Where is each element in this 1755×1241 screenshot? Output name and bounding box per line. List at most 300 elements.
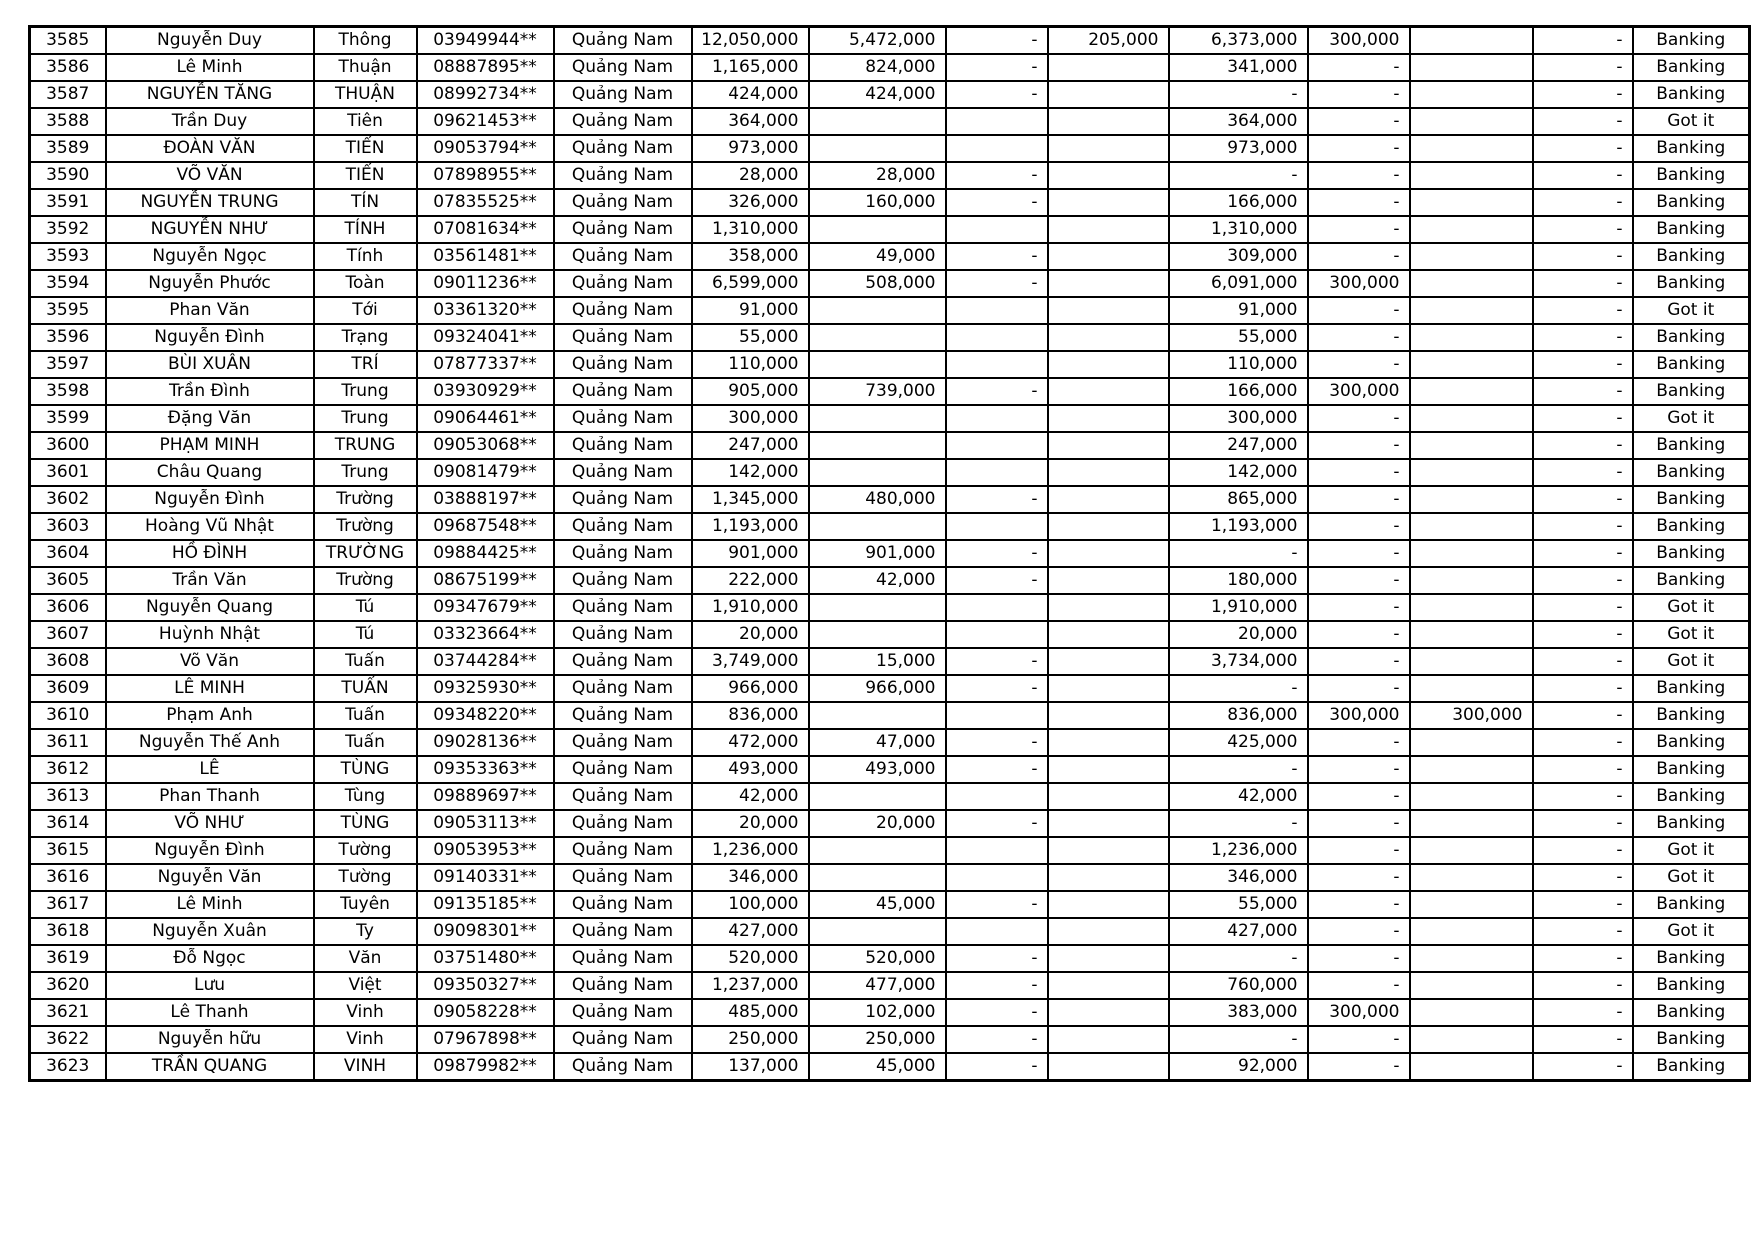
cell-dash-2: - [1533, 189, 1633, 216]
cell-status: Banking [1633, 54, 1750, 81]
cell-amount-3 [1048, 972, 1169, 999]
cell-amount-5: - [1308, 675, 1410, 702]
cell-status: Banking [1633, 675, 1750, 702]
cell-status: Banking [1633, 999, 1750, 1026]
cell-given-name: Thuận [314, 54, 417, 81]
cell-phone: 07877337** [417, 351, 554, 378]
cell-dash-1 [946, 324, 1048, 351]
cell-dash-1: - [946, 972, 1048, 999]
cell-amount-1: 326,000 [692, 189, 809, 216]
cell-province: Quảng Nam [554, 297, 692, 324]
cell-amount-2 [809, 216, 946, 243]
cell-amount-4: - [1169, 810, 1308, 837]
cell-amount-5: 300,000 [1308, 999, 1410, 1026]
cell-amount-1: 520,000 [692, 945, 809, 972]
cell-phone: 09053113** [417, 810, 554, 837]
cell-name: Trần Duy [106, 108, 314, 135]
cell-status: Banking [1633, 513, 1750, 540]
cell-row-number: 3587 [30, 81, 106, 108]
cell-status: Got it [1633, 621, 1750, 648]
cell-phone: 03888197** [417, 486, 554, 513]
cell-phone: 09621453** [417, 108, 554, 135]
cell-amount-2 [809, 837, 946, 864]
cell-phone: 09348220** [417, 702, 554, 729]
cell-amount-5: 300,000 [1308, 378, 1410, 405]
cell-phone: 03561481** [417, 243, 554, 270]
cell-row-number: 3585 [30, 27, 106, 55]
cell-status: Got it [1633, 594, 1750, 621]
cell-province: Quảng Nam [554, 270, 692, 297]
table-row [30, 27, 1750, 55]
cell-status: Got it [1633, 918, 1750, 945]
cell-amount-2: 5,472,000 [809, 27, 946, 55]
cell-name: Phan Văn [106, 297, 314, 324]
cell-amount-6 [1410, 810, 1533, 837]
cell-given-name: Tú [314, 621, 417, 648]
cell-amount-6 [1410, 513, 1533, 540]
cell-given-name: Vinh [314, 999, 417, 1026]
cell-dash-2: - [1533, 1026, 1633, 1053]
cell-row-number: 3586 [30, 54, 106, 81]
cell-amount-6 [1410, 324, 1533, 351]
cell-amount-2: 47,000 [809, 729, 946, 756]
cell-row-number: 3606 [30, 594, 106, 621]
cell-name: Lê Thanh [106, 999, 314, 1026]
cell-amount-4: 166,000 [1169, 378, 1308, 405]
table-row [30, 1026, 1750, 1053]
cell-amount-2 [809, 351, 946, 378]
cell-phone: 03323664** [417, 621, 554, 648]
cell-amount-4: 55,000 [1169, 324, 1308, 351]
cell-row-number: 3591 [30, 189, 106, 216]
cell-dash-2: - [1533, 135, 1633, 162]
cell-amount-1: 1,310,000 [692, 216, 809, 243]
cell-amount-4: - [1169, 540, 1308, 567]
cell-amount-4: - [1169, 1026, 1308, 1053]
cell-amount-1: 472,000 [692, 729, 809, 756]
cell-amount-4: 865,000 [1169, 486, 1308, 513]
cell-dash-1: - [946, 999, 1048, 1026]
cell-amount-6 [1410, 594, 1533, 621]
cell-amount-4: 1,310,000 [1169, 216, 1308, 243]
cell-amount-6 [1410, 486, 1533, 513]
cell-amount-1: 346,000 [692, 864, 809, 891]
cell-phone: 09081479** [417, 459, 554, 486]
cell-amount-6 [1410, 270, 1533, 297]
cell-province: Quảng Nam [554, 567, 692, 594]
cell-amount-6 [1410, 918, 1533, 945]
cell-dash-2: - [1533, 297, 1633, 324]
cell-amount-4: 973,000 [1169, 135, 1308, 162]
cell-row-number: 3623 [30, 1053, 106, 1081]
cell-status: Banking [1633, 567, 1750, 594]
cell-name: Nguyễn Duy [106, 27, 314, 55]
cell-dash-2: - [1533, 162, 1633, 189]
cell-dash-1: - [946, 675, 1048, 702]
cell-given-name: VINH [314, 1053, 417, 1081]
cell-row-number: 3608 [30, 648, 106, 675]
cell-amount-4: 6,373,000 [1169, 27, 1308, 55]
cell-row-number: 3590 [30, 162, 106, 189]
cell-amount-2: 493,000 [809, 756, 946, 783]
cell-name: LÊ [106, 756, 314, 783]
cell-amount-3: 205,000 [1048, 27, 1169, 55]
cell-amount-5: - [1308, 837, 1410, 864]
table-row [30, 459, 1750, 486]
cell-row-number: 3607 [30, 621, 106, 648]
cell-row-number: 3588 [30, 108, 106, 135]
cell-given-name: Tới [314, 297, 417, 324]
cell-amount-2 [809, 918, 946, 945]
cell-amount-4: 425,000 [1169, 729, 1308, 756]
cell-amount-3 [1048, 810, 1169, 837]
cell-amount-4: 6,091,000 [1169, 270, 1308, 297]
cell-dash-1: - [946, 1053, 1048, 1081]
cell-amount-6 [1410, 81, 1533, 108]
cell-province: Quảng Nam [554, 81, 692, 108]
cell-amount-2 [809, 108, 946, 135]
cell-amount-6 [1410, 459, 1533, 486]
cell-amount-4: 20,000 [1169, 621, 1308, 648]
cell-row-number: 3601 [30, 459, 106, 486]
cell-dash-1: - [946, 1026, 1048, 1053]
cell-phone: 09347679** [417, 594, 554, 621]
cell-amount-5: - [1308, 216, 1410, 243]
cell-name: Võ Văn [106, 648, 314, 675]
cell-amount-4: 760,000 [1169, 972, 1308, 999]
cell-province: Quảng Nam [554, 945, 692, 972]
cell-name: NGUYỄN NHƯ [106, 216, 314, 243]
cell-province: Quảng Nam [554, 999, 692, 1026]
cell-amount-4: 364,000 [1169, 108, 1308, 135]
cell-amount-4: 110,000 [1169, 351, 1308, 378]
cell-amount-1: 3,749,000 [692, 648, 809, 675]
cell-phone: 08887895** [417, 54, 554, 81]
cell-amount-5: - [1308, 324, 1410, 351]
cell-given-name: Tuấn [314, 702, 417, 729]
cell-amount-6 [1410, 756, 1533, 783]
cell-dash-2: - [1533, 918, 1633, 945]
cell-amount-3 [1048, 270, 1169, 297]
cell-amount-4: 180,000 [1169, 567, 1308, 594]
cell-phone: 03949944** [417, 27, 554, 55]
cell-province: Quảng Nam [554, 702, 692, 729]
cell-name: Nguyễn Đình [106, 486, 314, 513]
cell-status: Banking [1633, 756, 1750, 783]
cell-given-name: Tính [314, 243, 417, 270]
cell-phone: 09889697** [417, 783, 554, 810]
cell-given-name: TRÍ [314, 351, 417, 378]
cell-row-number: 3622 [30, 1026, 106, 1053]
cell-given-name: TÍN [314, 189, 417, 216]
cell-phone: 09324041** [417, 324, 554, 351]
cell-phone: 09135185** [417, 891, 554, 918]
cell-status: Banking [1633, 162, 1750, 189]
cell-amount-6 [1410, 1026, 1533, 1053]
cell-name: Trần Đình [106, 378, 314, 405]
cell-amount-5: - [1308, 594, 1410, 621]
cell-status: Banking [1633, 972, 1750, 999]
cell-row-number: 3609 [30, 675, 106, 702]
cell-amount-2: 250,000 [809, 1026, 946, 1053]
table-row [30, 1053, 1750, 1081]
cell-phone: 09028136** [417, 729, 554, 756]
cell-row-number: 3621 [30, 999, 106, 1026]
cell-province: Quảng Nam [554, 1053, 692, 1081]
cell-amount-3 [1048, 162, 1169, 189]
cell-name: Huỳnh Nhật [106, 621, 314, 648]
cell-amount-2: 42,000 [809, 567, 946, 594]
cell-given-name: Văn [314, 945, 417, 972]
cell-status: Banking [1633, 81, 1750, 108]
cell-dash-2: - [1533, 783, 1633, 810]
cell-dash-1 [946, 432, 1048, 459]
cell-dash-1: - [946, 756, 1048, 783]
cell-name: VÕ VĂN [106, 162, 314, 189]
cell-dash-2: - [1533, 729, 1633, 756]
cell-name: Đặng Văn [106, 405, 314, 432]
cell-amount-3 [1048, 243, 1169, 270]
cell-amount-2: 28,000 [809, 162, 946, 189]
cell-province: Quảng Nam [554, 756, 692, 783]
cell-dash-2: - [1533, 486, 1633, 513]
cell-amount-3 [1048, 891, 1169, 918]
table-row [30, 945, 1750, 972]
cell-status: Banking [1633, 459, 1750, 486]
table-row [30, 189, 1750, 216]
cell-province: Quảng Nam [554, 1026, 692, 1053]
cell-dash-2: - [1533, 702, 1633, 729]
cell-name: Hoàng Vũ Nhật [106, 513, 314, 540]
table-row [30, 702, 1750, 729]
cell-dash-2: - [1533, 810, 1633, 837]
cell-amount-4: 247,000 [1169, 432, 1308, 459]
cell-given-name: TÍNH [314, 216, 417, 243]
cell-amount-6 [1410, 621, 1533, 648]
cell-row-number: 3605 [30, 567, 106, 594]
cell-amount-6 [1410, 405, 1533, 432]
cell-amount-3 [1048, 297, 1169, 324]
cell-dash-1: - [946, 189, 1048, 216]
cell-amount-5: - [1308, 918, 1410, 945]
cell-amount-6 [1410, 1053, 1533, 1081]
cell-dash-1: - [946, 486, 1048, 513]
cell-phone: 07081634** [417, 216, 554, 243]
cell-province: Quảng Nam [554, 351, 692, 378]
cell-dash-2: - [1533, 54, 1633, 81]
cell-amount-5: - [1308, 243, 1410, 270]
cell-amount-1: 142,000 [692, 459, 809, 486]
table-body [30, 27, 1750, 1081]
cell-amount-5: 300,000 [1308, 270, 1410, 297]
cell-amount-2: 508,000 [809, 270, 946, 297]
cell-province: Quảng Nam [554, 405, 692, 432]
cell-amount-3 [1048, 189, 1169, 216]
cell-row-number: 3598 [30, 378, 106, 405]
cell-amount-5: - [1308, 540, 1410, 567]
cell-given-name: TRUNG [314, 432, 417, 459]
cell-amount-3 [1048, 135, 1169, 162]
cell-amount-3 [1048, 729, 1169, 756]
table-row [30, 432, 1750, 459]
cell-row-number: 3603 [30, 513, 106, 540]
cell-amount-3 [1048, 1053, 1169, 1081]
cell-amount-2: 102,000 [809, 999, 946, 1026]
cell-given-name: Việt [314, 972, 417, 999]
cell-dash-2: - [1533, 621, 1633, 648]
table-row [30, 297, 1750, 324]
cell-given-name: TIẾN [314, 162, 417, 189]
cell-name: BÙI XUÂN [106, 351, 314, 378]
cell-amount-1: 28,000 [692, 162, 809, 189]
cell-dash-1 [946, 405, 1048, 432]
cell-given-name: Vinh [314, 1026, 417, 1053]
cell-province: Quảng Nam [554, 972, 692, 999]
cell-dash-1: - [946, 54, 1048, 81]
cell-status: Banking [1633, 135, 1750, 162]
cell-amount-3 [1048, 675, 1169, 702]
table-row [30, 648, 1750, 675]
table-row [30, 270, 1750, 297]
cell-given-name: Tiên [314, 108, 417, 135]
cell-status: Banking [1633, 486, 1750, 513]
cell-province: Quảng Nam [554, 324, 692, 351]
cell-row-number: 3615 [30, 837, 106, 864]
cell-amount-3 [1048, 594, 1169, 621]
cell-amount-4: 1,193,000 [1169, 513, 1308, 540]
cell-dash-2: - [1533, 648, 1633, 675]
cell-status: Banking [1633, 1026, 1750, 1053]
cell-name: Đỗ Ngọc [106, 945, 314, 972]
cell-amount-1: 966,000 [692, 675, 809, 702]
cell-amount-3 [1048, 486, 1169, 513]
cell-amount-3 [1048, 1026, 1169, 1053]
cell-dash-1: - [946, 648, 1048, 675]
cell-name: Nguyễn Ngọc [106, 243, 314, 270]
cell-amount-2 [809, 459, 946, 486]
cell-given-name: Tuấn [314, 648, 417, 675]
cell-row-number: 3620 [30, 972, 106, 999]
cell-amount-2 [809, 405, 946, 432]
cell-amount-1: 300,000 [692, 405, 809, 432]
cell-amount-6 [1410, 54, 1533, 81]
cell-amount-1: 1,236,000 [692, 837, 809, 864]
table-row [30, 351, 1750, 378]
cell-dash-1 [946, 918, 1048, 945]
cell-amount-1: 364,000 [692, 108, 809, 135]
table-row [30, 513, 1750, 540]
cell-dash-1 [946, 702, 1048, 729]
cell-amount-3 [1048, 756, 1169, 783]
cell-row-number: 3589 [30, 135, 106, 162]
cell-amount-5: - [1308, 486, 1410, 513]
table-row [30, 999, 1750, 1026]
cell-dash-1 [946, 621, 1048, 648]
cell-row-number: 3619 [30, 945, 106, 972]
cell-name: Châu Quang [106, 459, 314, 486]
cell-given-name: Tùng [314, 783, 417, 810]
cell-dash-1: - [946, 27, 1048, 55]
cell-given-name: TUẤN [314, 675, 417, 702]
cell-amount-4: - [1169, 162, 1308, 189]
cell-amount-6 [1410, 432, 1533, 459]
cell-amount-3 [1048, 702, 1169, 729]
cell-amount-1: 485,000 [692, 999, 809, 1026]
cell-amount-6 [1410, 648, 1533, 675]
cell-dash-2: - [1533, 108, 1633, 135]
cell-amount-4: 91,000 [1169, 297, 1308, 324]
cell-amount-6 [1410, 135, 1533, 162]
cell-phone: 09064461** [417, 405, 554, 432]
cell-amount-6 [1410, 297, 1533, 324]
cell-dash-1: - [946, 729, 1048, 756]
cell-amount-3 [1048, 459, 1169, 486]
cell-province: Quảng Nam [554, 216, 692, 243]
cell-amount-4: - [1169, 945, 1308, 972]
cell-name: LÊ MINH [106, 675, 314, 702]
cell-row-number: 3612 [30, 756, 106, 783]
cell-amount-4: - [1169, 81, 1308, 108]
cell-amount-3 [1048, 405, 1169, 432]
cell-status: Banking [1633, 27, 1750, 55]
cell-row-number: 3600 [30, 432, 106, 459]
cell-dash-1: - [946, 945, 1048, 972]
cell-name: Phạm Anh [106, 702, 314, 729]
cell-amount-3 [1048, 648, 1169, 675]
cell-province: Quảng Nam [554, 729, 692, 756]
cell-phone: 09879982** [417, 1053, 554, 1081]
cell-amount-1: 424,000 [692, 81, 809, 108]
cell-name: TRẦN QUANG [106, 1053, 314, 1081]
cell-name: Phan Thanh [106, 783, 314, 810]
cell-phone: 07835525** [417, 189, 554, 216]
cell-dash-2: - [1533, 324, 1633, 351]
cell-amount-5: - [1308, 297, 1410, 324]
cell-phone: 03930929** [417, 378, 554, 405]
cell-dash-2: - [1533, 756, 1633, 783]
cell-dash-1 [946, 108, 1048, 135]
cell-row-number: 3616 [30, 864, 106, 891]
cell-province: Quảng Nam [554, 108, 692, 135]
cell-amount-6 [1410, 27, 1533, 55]
cell-dash-2: - [1533, 999, 1633, 1026]
cell-dash-2: - [1533, 459, 1633, 486]
cell-amount-6 [1410, 837, 1533, 864]
cell-amount-4: 309,000 [1169, 243, 1308, 270]
cell-name: ĐOÀN VĂN [106, 135, 314, 162]
table-row [30, 810, 1750, 837]
cell-amount-5: - [1308, 864, 1410, 891]
cell-amount-5: - [1308, 1053, 1410, 1081]
cell-name: Nguyễn hữu [106, 1026, 314, 1053]
table-row [30, 540, 1750, 567]
cell-dash-2: - [1533, 540, 1633, 567]
cell-province: Quảng Nam [554, 432, 692, 459]
cell-amount-2: 477,000 [809, 972, 946, 999]
cell-province: Quảng Nam [554, 459, 692, 486]
cell-amount-2 [809, 432, 946, 459]
cell-amount-6 [1410, 216, 1533, 243]
cell-amount-6 [1410, 108, 1533, 135]
cell-dash-1: - [946, 810, 1048, 837]
cell-province: Quảng Nam [554, 621, 692, 648]
cell-dash-1: - [946, 243, 1048, 270]
cell-status: Banking [1633, 540, 1750, 567]
cell-amount-5: - [1308, 783, 1410, 810]
table-row [30, 567, 1750, 594]
cell-amount-2 [809, 702, 946, 729]
table-row [30, 972, 1750, 999]
